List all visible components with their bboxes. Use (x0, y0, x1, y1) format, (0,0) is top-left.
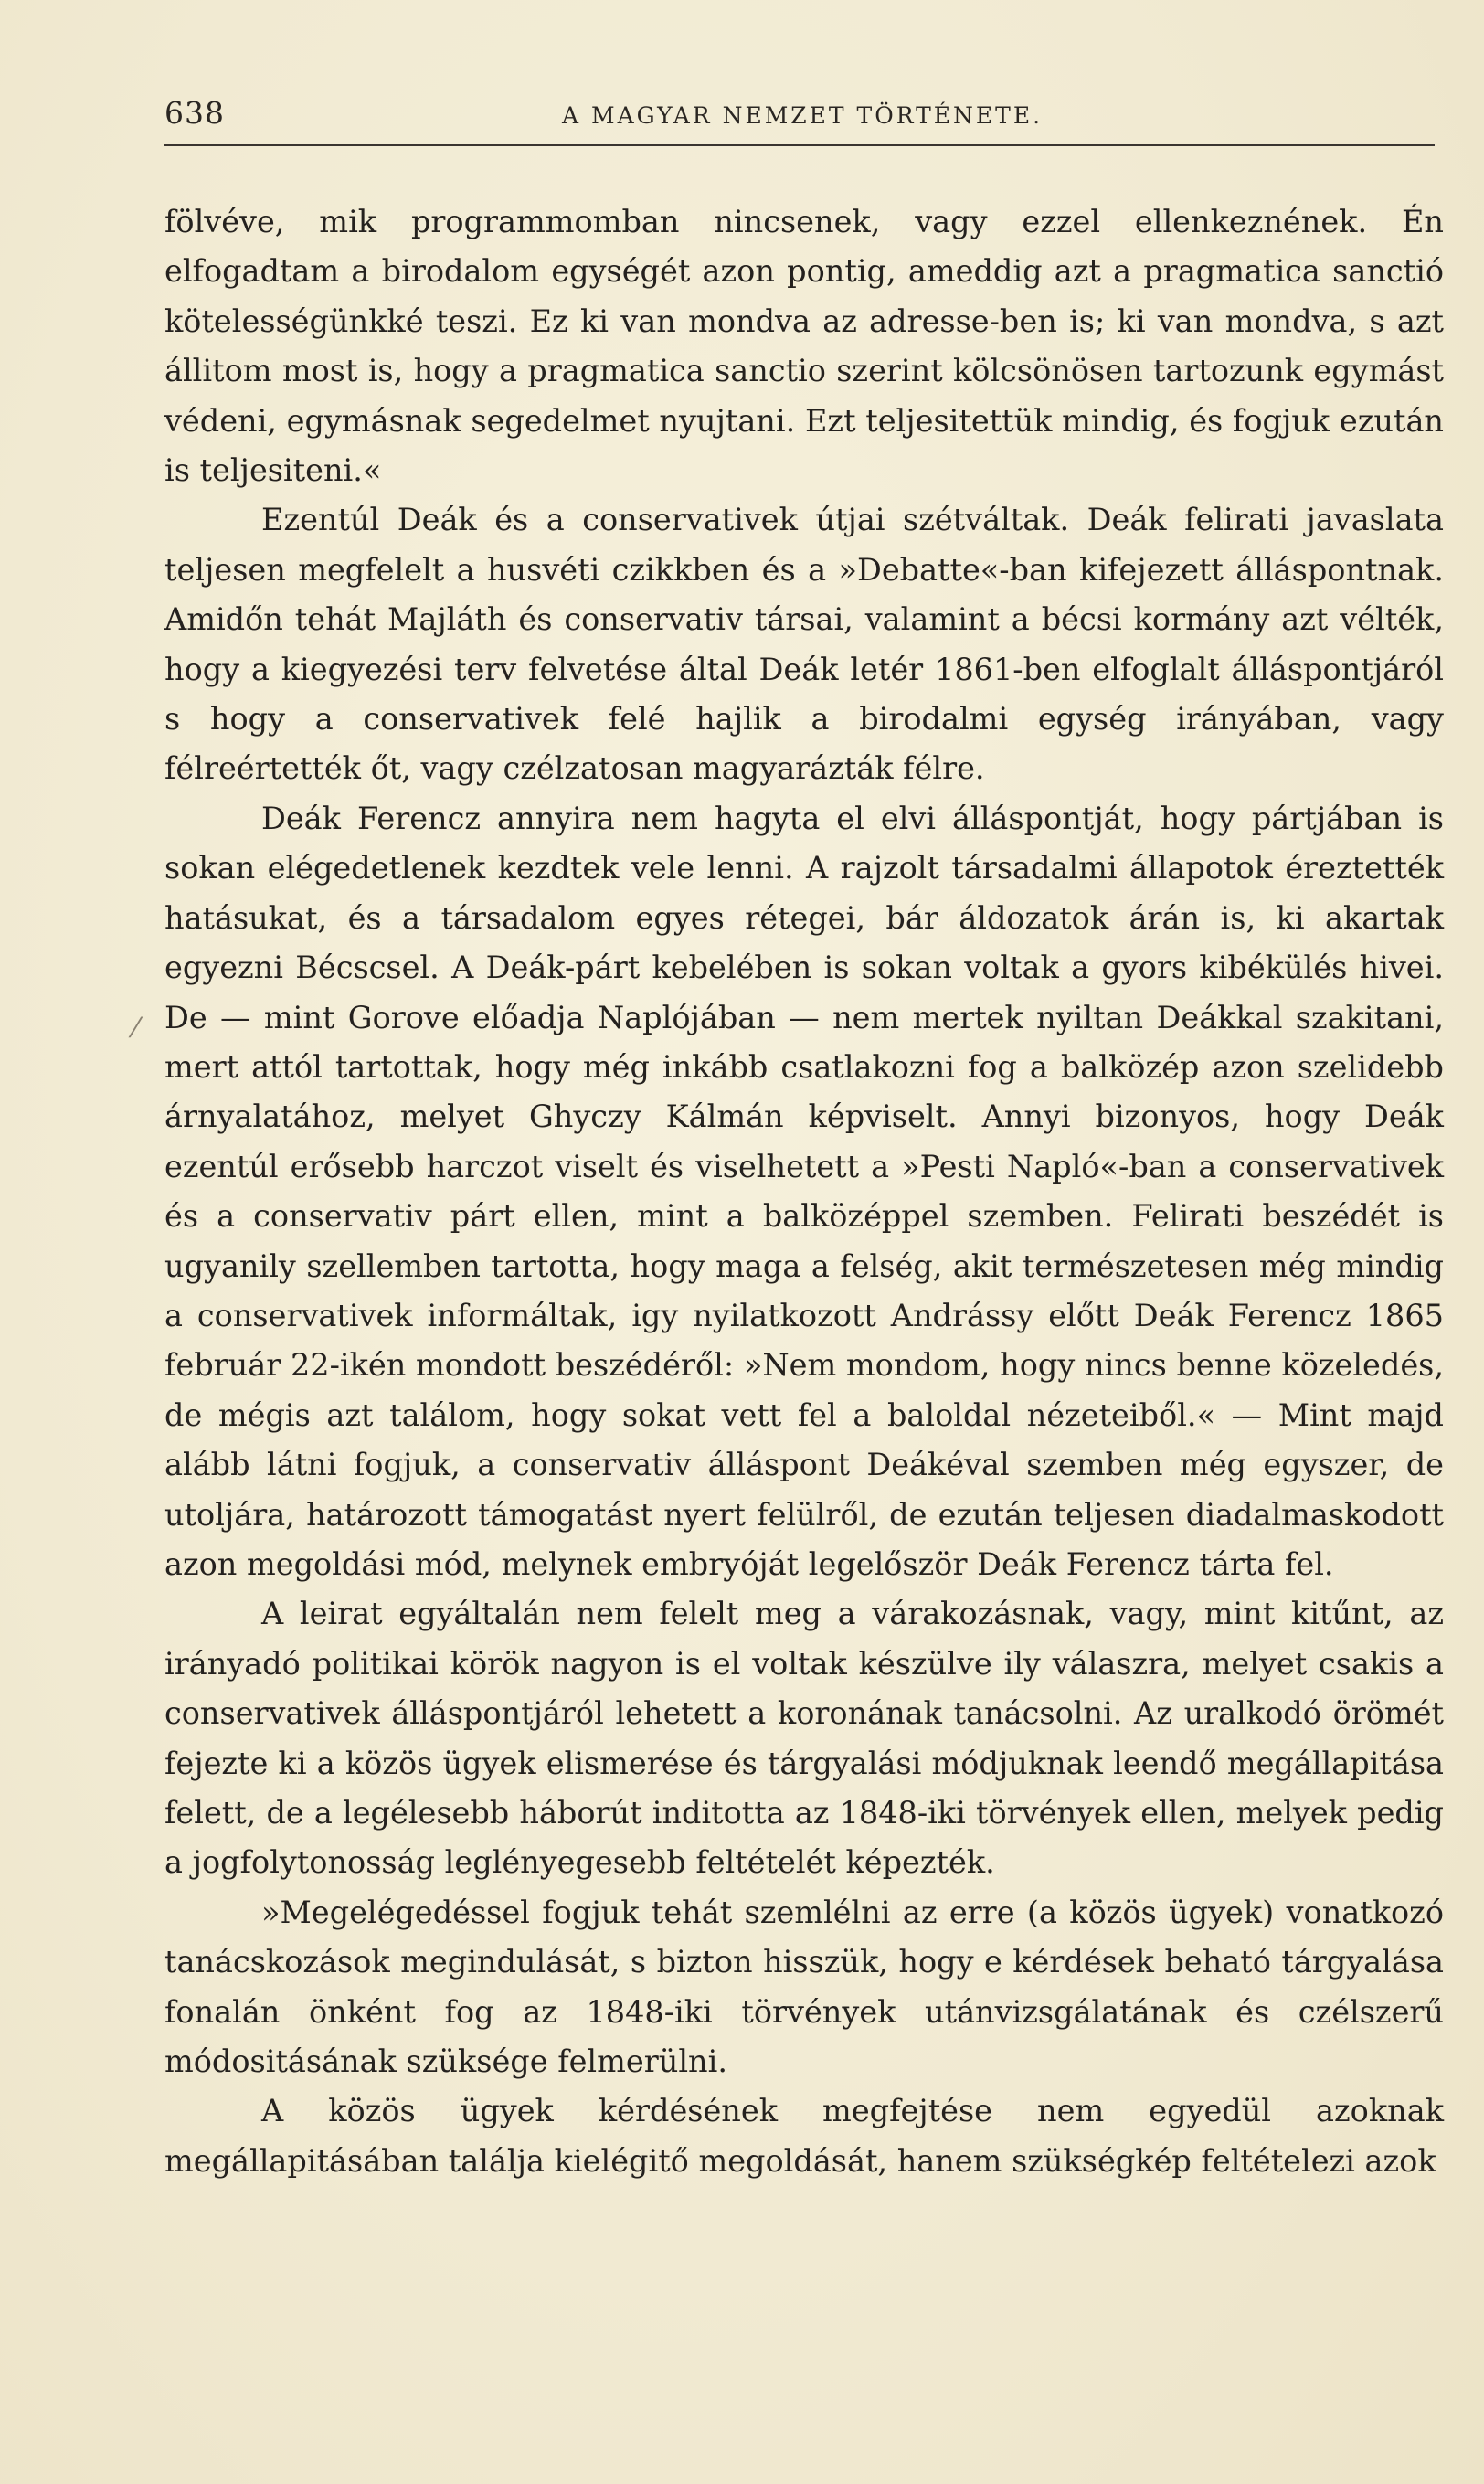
body-text (164, 197, 1444, 2186)
margin-pencil-mark: ⁄ (133, 1013, 139, 1045)
paragraph: A leirat egyáltalán nem felelt meg a várakozásnak, vagy, mint kitűnt, az irányadó politikai körök nagyon is el voltak készülve ily válaszra, melyet csakis a conservativek álláspontjáról lehetett a koronának tanácsolni. Az uralkodó örömét fejezte ki a közös ügyek elismerése és tárgyalási módjuknak leendő megállapitása felett, de a legélesebb háborút inditotta az 1848-iki törvények ellen, melyek pedig a jogfolytonosság leglényegesebb feltételét képezték. (164, 1596, 1444, 1881)
running-title: A MAGYAR NEMZET TÖRTÉNETE. (562, 102, 1044, 129)
paragraph: Ezentúl Deák és a conservativek útjai szétváltak. Deák felirati javaslata teljesen megfelelt a husvéti czikkben és a »Debatte«-ban kifejezett álláspontnak. Amidőn tehát Majláth és conservativ társai, valamint a bécsi kormány azt vélték, hogy a kiegyezési terv felvetése által Deák letér 1861-ben elfoglalt álláspontjáról s hogy a conservativek felé hajlik a birodalmi egység irányában, vagy félreértették őt, vagy czélzatosan magyarázták félre. (164, 502, 1444, 787)
paragraph-quote: »Megelégedéssel fogjuk tehát szemlélni az erre (a közös ügyek) vonatkozó tanácskozások megindulását, s bizton hisszük, hogy e kérdések beható tárgyalása fonalán önként fog az 1848-iki törvények utánvizsgálatának és czélszerű módositásának szüksége felmerülni. (164, 1894, 1444, 2080)
running-head (164, 95, 1435, 141)
paragraph-continued: fölvéve, mik programmomban nincsenek, vagy ezzel ellenkeznének. Én elfogadtam a birodalom egységét azon pontig, ameddig azt a pragmatica sanctió kötelességünkké teszi. Ez ki van mondva az adresse-ben is; ki van mondva, s azt állitom most is, hogy a pragmatica sanctio szerint kölcsönösen tartozunk egymást védeni, egymásnak segedelmet nyujtani. Ezt teljesitettük mindig, és fogjuk ezután is teljesiteni.« (164, 204, 1444, 489)
paragraph: A közös ügyek kérdésének megfejtése nem egyedül azoknak megállapitásában találja kielégitő megoldását, hanem szükségkép feltételezi azok (164, 2093, 1444, 2179)
paragraph: Deák Ferencz annyira nem hagyta el elvi álláspontját, hogy pártjában is sokan elégedetlenek kezdtek vele lenni. A rajzolt társadalmi állapotok éreztették hatásukat, és a társadalom egyes rétegei, bár áldozatok árán is, ki akartak egyezni Bécscsel. A Deák-párt kebelében is sokan voltak a gyors kibékülés hivei. De — mint Gorove előadja Naplójában — nem mertek nyiltan Deákkal szakitani, mert attól tartottak, hogy még inkább csatlakozni fog a balközép azon szelidebb árnyalatához, melyet Ghyczy Kálmán képviselt. Annyi bizonyos, hogy Deák ezentúl erősebb harczot viselt és viselhetett a »Pesti Napló«-ban a conservativek és a conservativ párt ellen, mint a balközéppel szemben. Felirati beszédét is ugyanily szellemben tartotta, hogy maga a felség, akit természetesen még mindig a conservativek informáltak, igy nyilatkozott Andrássy előtt Deák Ferencz 1865 február 22-ikén mondott beszédéről: »Nem mondom, hogy nincs benne közeledés, de mégis azt találom, hogy sokat vett fel a baloldal nézeteiből.« — Mint majd alább látni fogjuk, a conservativ álláspont Deákéval szemben még egyszer, de utoljára, határozott támogatást nyert felülről, de ezután teljesen diadalmaskodott azon megoldási mód, melynek embryóját legelőször Deák Ferencz tárta fel. (164, 800, 1444, 1582)
header-rule (164, 144, 1435, 146)
page-number: 638 (164, 95, 225, 131)
